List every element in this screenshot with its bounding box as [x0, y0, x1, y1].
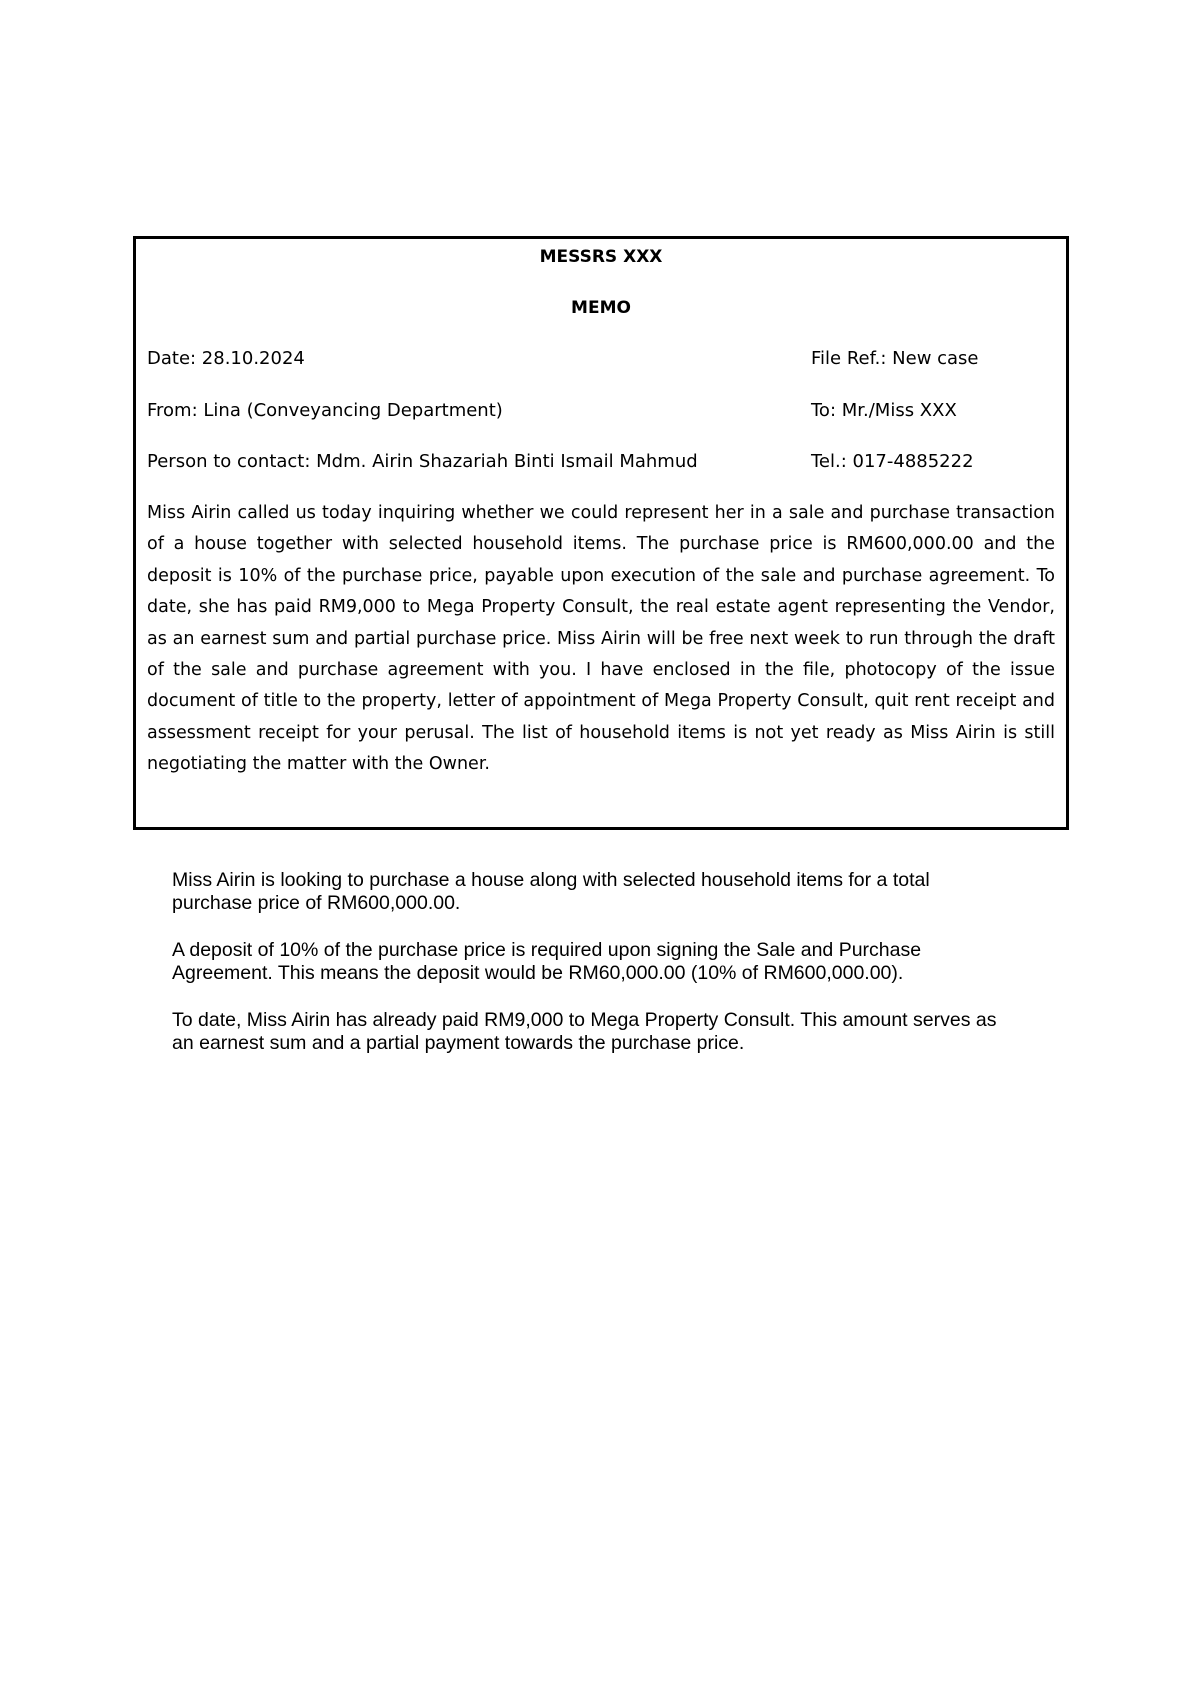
memo-from-row: [147, 400, 1055, 424]
memo-contact-row: [147, 451, 1055, 475]
summary-paragraph-payment: To date, Miss Airin has already paid RM9,000 to Mega Property Consult. This amount serves as an earnest sum and a partial payment towards the purchase price.: [172, 1009, 997, 1054]
summary-paragraph-purchase: Miss Airin is looking to purchase a house along with selected household items for a total purchase price of RM600,000.00.: [172, 869, 930, 914]
memo-contact-person: Person to contact: Mdm. Airin Shazariah Binti Ismail Mahmud: [147, 451, 698, 472]
summary-paragraph-deposit: A deposit of 10% of the purchase price is required upon signing the Sale and Purchase Agreement. This means the deposit would be RM60,000.00 (10% of RM600,000.00).: [172, 939, 922, 984]
memo-to: To: Mr./Miss XXX: [811, 400, 957, 421]
memo-from: From: Lina (Conveyancing Department): [147, 400, 503, 421]
memo-box: [133, 236, 1069, 830]
memo-telephone: Tel.: 017-4885222: [811, 451, 974, 472]
summary-section: [172, 869, 1012, 1079]
memo-date: Date: 28.10.2024: [147, 348, 305, 369]
firm-name: MESSRS XXX: [539, 247, 663, 267]
memo-title: MEMO: [571, 298, 631, 318]
memo-date-row: [147, 348, 1055, 372]
memo-body-text: Miss Airin called us today inquiring whether we could represent her in a sale and purchase transaction of a house together with selected household items. The purchase price is RM600,000.00 and the deposit is 10% of the purchase price, payable upon execution of the sale and purchase agreement. To date, she has paid RM9,000 to Mega Property Consult, the real estate agent representing the Vendor, as an earnest sum and partial purchase price. Miss Airin will be free next week to run through the draft of the sale and purchase agreement with you. I have enclosed in the file, photocopy of the issue document of title to the property, letter of appointment of Mega Property Consult, quit rent receipt and assessment receipt for your perusal. The list of household items is not yet ready as Miss Airin is still negotiating the matter with the Owner.: [147, 503, 1055, 775]
memo-file-ref: File Ref.: New case: [811, 348, 979, 369]
